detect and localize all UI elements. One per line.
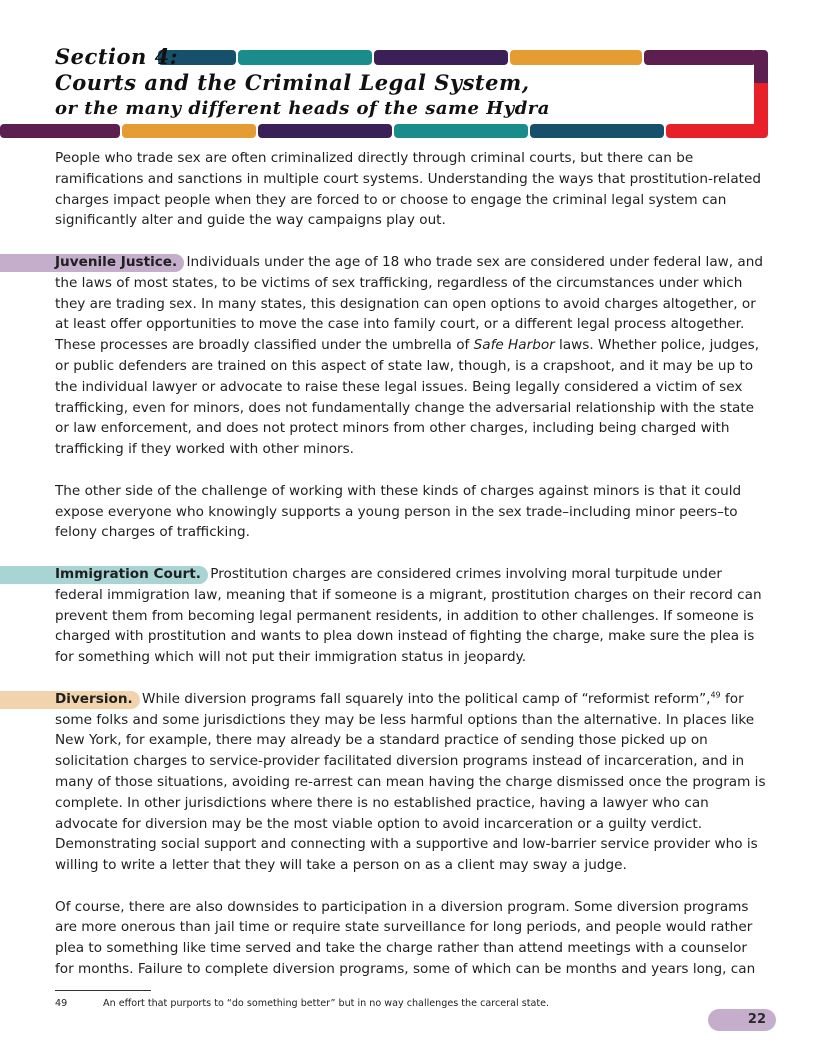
juvenile-justice-paragraph [55, 252, 768, 460]
diversion-text-after: for some folks and some jurisdictions they may be less harmful options than the alternative. In places like New York, for example, there may already be a standard practice of sending those picked up on solicitation charges to service-provider facilitated diversion programs instead of incarceration, and in many of those situations, avoiding re-arrest can mean having the charge dismissed once the program is complete. In other jurisdictions where there is no established practice, having a lawyer who can advocate for diversion may be the most viable option to avoid incarceration or a guilty verdict. Demonstrating social support and connecting with a supportive and low-barrier service provider who is willing to write a letter that they will take a person on as a client may sway a judge. [55, 690, 766, 874]
immigration-paragraph [55, 564, 768, 668]
page-number-badge: 22 [708, 1009, 776, 1031]
footnote-number: 49 [55, 998, 68, 1009]
juvenile-text-after: laws. Whether police, judges, or public defenders are trained on this aspect of state law, though, is a crapshoot, and it may be up to the individual lawyer or advocate to raise these legal issues. Being legally considered a victim of sex trafficking, even for minors, does not fundamentally change the adversarial relationship with the state or law enforcement, and does not protect minors from other charges, including being charged with trafficking if they worked with other minors. [55, 337, 760, 458]
section-header [0, 0, 816, 140]
page-title: Courts and the Criminal Legal System, [55, 70, 530, 95]
immigration-text: Prostitution charges are considered crimes involving moral turpitude under federal immigration law, meaning that if someone is a migrant, prostitution charges on their record can prevent them from becoming legal permanent residents, in addition to other challenges. If someone is charged with prostitution and wants to plea down instead of fighting the charge, make sure the plea is for something which will not put their immigration status in jeopardy. [55, 565, 762, 666]
intro-paragraph: People who trade sex are often criminalized directly through criminal courts, but there can be ramifications and sanctions in multiple court systems. Understanding the ways that prostitution-related charges impact people when they are forced to or choose to engage the criminal legal system can significantly alter and guide the way campaigns play out. [55, 150, 761, 229]
footnote-text: An effort that purports to “do something better” but in no way challenges the carceral state. [103, 998, 550, 1009]
decorative-bar-top [158, 50, 758, 65]
decorative-bar-bottom [0, 124, 768, 138]
downsides-paragraph: Of course, there are also downsides to participation in a diversion program. Some diversion programs are more onerous than jail time or require state surveillance for long periods, and people would rather plea to something like time served and take the charge rather than attend meetings with a counselor for months. Failure to complete diversion programs, some of which can be months and years long, can [55, 898, 756, 978]
page-subtitle: or the many different heads of the same Hydra [55, 98, 550, 119]
immigration-court-label: Immigration Court. [55, 566, 206, 582]
diversion-paragraph [55, 689, 768, 876]
minors-paragraph: The other side of the challenge of working with these kinds of charges against minors is that it could expose everyone who knowingly supports a young person in the sex trade–including minor peers–to felony charges of trafficking. [55, 482, 742, 541]
safe-harbor-term: Safe Harbor [473, 337, 555, 354]
diversion-label: Diversion. [55, 691, 138, 707]
juvenile-justice-label: Juvenile Justice. [55, 254, 182, 270]
diversion-text-before: While diversion programs fall squarely into the political camp of “reformist reform”, [142, 690, 711, 707]
footnote-reference[interactable]: 49 [710, 690, 721, 700]
section-title: Section 4: [55, 44, 178, 69]
body-text [55, 148, 768, 1001]
juvenile-text-before: Individuals under the age of 18 who trade sex are considered under federal law, and the laws of most states, to be victims of sex trafficking, regardless of the circumstances under which they are trading sex. In many states, this designation can open options to avoid charges altogether, or at least offer opportunities to move the case into family court, or a different legal process altogether. These processes are broadly classified under the umbrella of [55, 253, 763, 354]
